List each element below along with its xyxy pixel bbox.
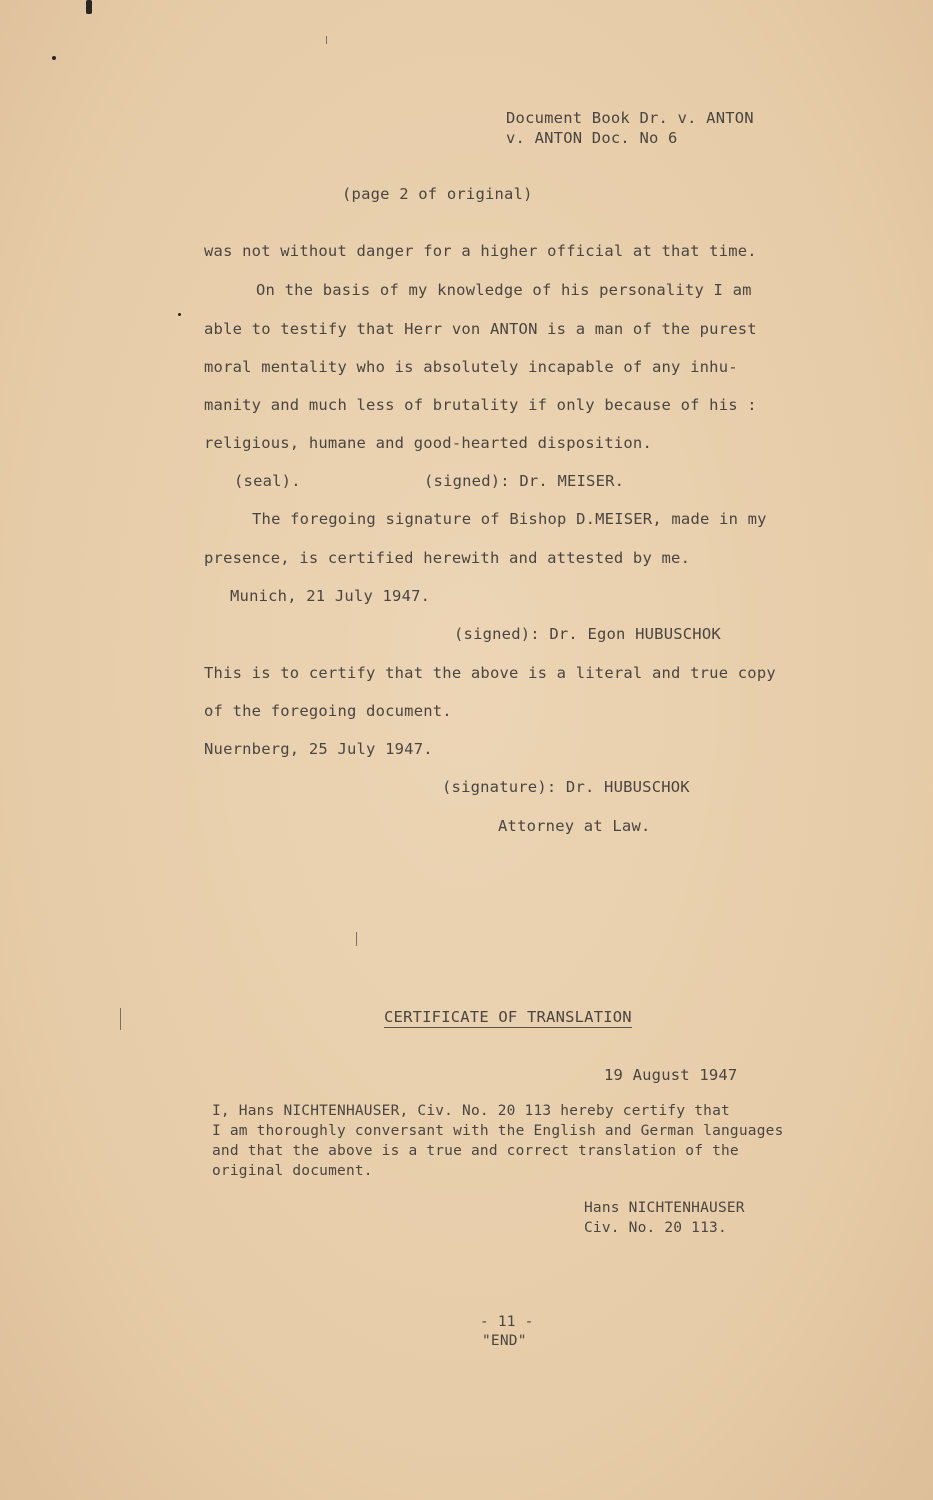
certificate-line: I am thoroughly conversant with the English and German languages	[212, 1123, 784, 1139]
attorney-title: Attorney at Law.	[498, 817, 651, 835]
body-line: moral mentality who is absolutely incapable of any inhu-	[204, 358, 738, 376]
signed-meiser: (signed): Dr. MEISER.	[424, 472, 625, 490]
paper-mark	[326, 36, 327, 44]
certificate-date: 19 August 1947	[604, 1066, 738, 1084]
signed-hubuschok: (signed): Dr. Egon HUBUSCHOK	[454, 625, 721, 643]
certificate-line: original document.	[212, 1163, 373, 1179]
seal-note: (seal).	[234, 472, 301, 490]
certificate-line: I, Hans NICHTENHAUSER, Civ. No. 20 113 hereby certify that	[212, 1103, 730, 1119]
certificate-line: and that the above is a true and correct translation of the	[212, 1143, 739, 1159]
body-line: religious, humane and good-hearted disposition.	[204, 434, 652, 452]
body-line: was not without danger for a higher official at that time.	[204, 242, 757, 260]
document-number: v. ANTON Doc. No 6	[506, 129, 678, 147]
ink-speck	[52, 56, 56, 60]
body-line: of the foregoing document.	[204, 702, 452, 720]
document-book-ref: Document Book Dr. v. ANTON	[506, 109, 754, 127]
end-mark: "END"	[482, 1333, 527, 1349]
translator-civ-no: Civ. No. 20 113.	[584, 1220, 727, 1236]
body-line: On the basis of my knowledge of his personality I am	[256, 281, 752, 299]
ink-speck	[86, 0, 92, 14]
body-line: This is to certify that the above is a literal and true copy	[204, 664, 776, 682]
body-line: The foregoing signature of Bishop D.MEISER, made in my	[252, 510, 767, 528]
place-date-nuernberg: Nuernberg, 25 July 1947.	[204, 740, 433, 758]
place-date-munich: Munich, 21 July 1947.	[230, 587, 431, 605]
page-note: (page 2 of original)	[342, 185, 533, 203]
body-line: manity and much less of brutality if only because of his :	[204, 396, 757, 414]
translator-name: Hans NICHTENHAUSER	[584, 1200, 745, 1216]
certificate-title: CERTIFICATE OF TRANSLATION	[384, 1008, 632, 1026]
page-number: - 11 -	[480, 1314, 534, 1330]
signature-hubuschok: (signature): Dr. HUBUSCHOK	[442, 778, 690, 796]
paper-mark	[120, 1008, 121, 1030]
body-line: able to testify that Herr von ANTON is a man of the purest	[204, 320, 757, 338]
body-line: presence, is certified herewith and attested by me.	[204, 549, 691, 567]
ink-speck	[178, 313, 181, 316]
paper-mark	[356, 932, 357, 946]
